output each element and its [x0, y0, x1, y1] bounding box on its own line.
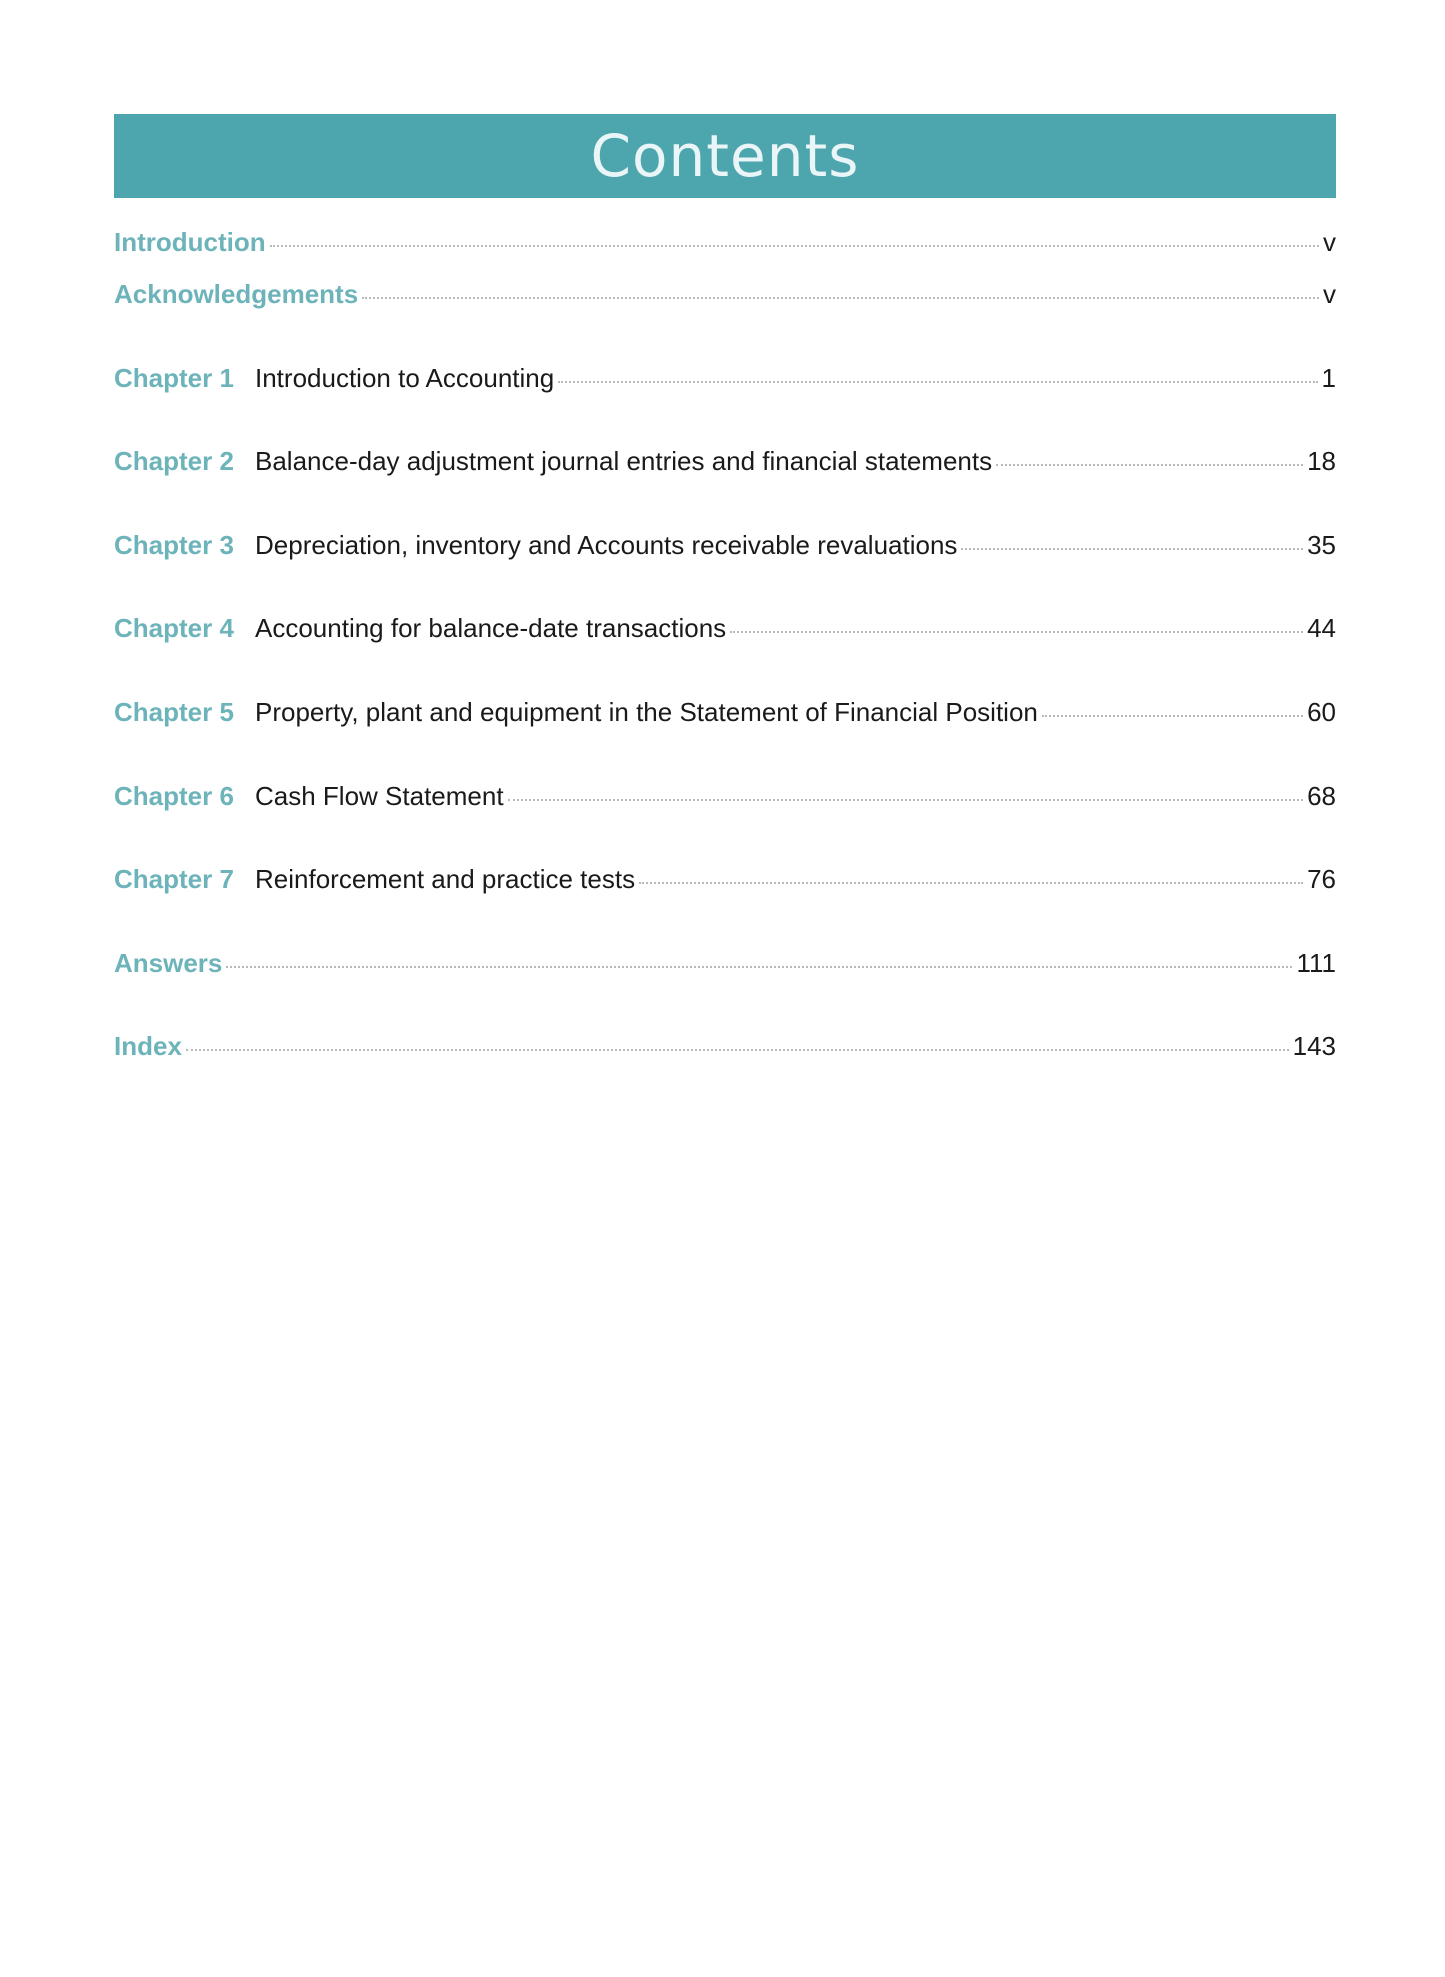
toc-page-number: 35 [1307, 529, 1336, 560]
dot-leader [558, 381, 1317, 383]
dot-leader [508, 799, 1304, 801]
toc-page-number: 1 [1321, 362, 1336, 393]
toc-page-number: 111 [1296, 947, 1336, 978]
chapter-label: Chapter 7 [114, 864, 234, 895]
chapter-label: Chapter 6 [114, 780, 234, 811]
dot-leader [270, 245, 1319, 247]
toc-label: Acknowledgements [114, 279, 359, 309]
toc-item-acknowledgements[interactable] [114, 279, 1336, 363]
dot-leader [1042, 715, 1303, 717]
chapter-label: Chapter 2 [114, 446, 234, 477]
toc-item-introduction[interactable] [114, 227, 1336, 279]
toc-label: Answers [114, 947, 223, 978]
table-of-contents [114, 227, 1336, 1115]
chapter-title: Depreciation, inventory and Accounts receivable revaluations [255, 529, 958, 560]
toc-page-number: v [1323, 227, 1336, 257]
chapter-title: Property, plant and equipment in the Statement of Financial Position [255, 696, 1038, 727]
toc-page-number: 44 [1307, 613, 1336, 644]
chapter-title: Introduction to Accounting [255, 362, 555, 393]
toc-item-chapter-4[interactable] [114, 613, 1336, 697]
toc-page-number: 18 [1307, 446, 1336, 477]
toc-item-chapter-3[interactable] [114, 530, 1336, 614]
chapter-label: Chapter 1 [114, 362, 234, 393]
chapter-title: Cash Flow Statement [255, 780, 504, 811]
toc-label: Introduction [114, 227, 266, 257]
toc-item-answers[interactable] [114, 948, 1336, 1032]
toc-item-chapter-7[interactable] [114, 864, 1336, 948]
dot-leader [961, 548, 1303, 550]
chapter-label: Chapter 4 [114, 613, 234, 644]
chapter-title: Balance-day adjustment journal entries and financial statements [255, 446, 993, 477]
dot-leader [996, 464, 1303, 466]
page-title: Contents [590, 122, 860, 190]
toc-item-chapter-2[interactable] [114, 446, 1336, 530]
dot-leader [226, 966, 1292, 968]
chapter-title: Reinforcement and practice tests [255, 864, 636, 895]
toc-page-number: 76 [1307, 864, 1336, 895]
toc-item-chapter-5[interactable] [114, 697, 1336, 781]
toc-item-chapter-6[interactable] [114, 781, 1336, 865]
toc-page-number: 143 [1292, 1031, 1336, 1062]
chapter-label: Chapter 3 [114, 529, 234, 560]
toc-label: Index [114, 1031, 182, 1062]
toc-page-number: v [1323, 279, 1336, 309]
toc-item-index[interactable] [114, 1031, 1336, 1115]
contents-header-bar [114, 114, 1336, 198]
dot-leader [362, 297, 1319, 299]
toc-item-chapter-1[interactable] [114, 363, 1336, 447]
dot-leader [730, 631, 1303, 633]
toc-page-number: 68 [1307, 780, 1336, 811]
chapter-title: Accounting for balance-date transactions [255, 613, 727, 644]
chapter-label: Chapter 5 [114, 696, 234, 727]
dot-leader [186, 1049, 1289, 1051]
toc-page-number: 60 [1307, 696, 1336, 727]
contents-page [114, 114, 1336, 1131]
dot-leader [639, 882, 1303, 884]
